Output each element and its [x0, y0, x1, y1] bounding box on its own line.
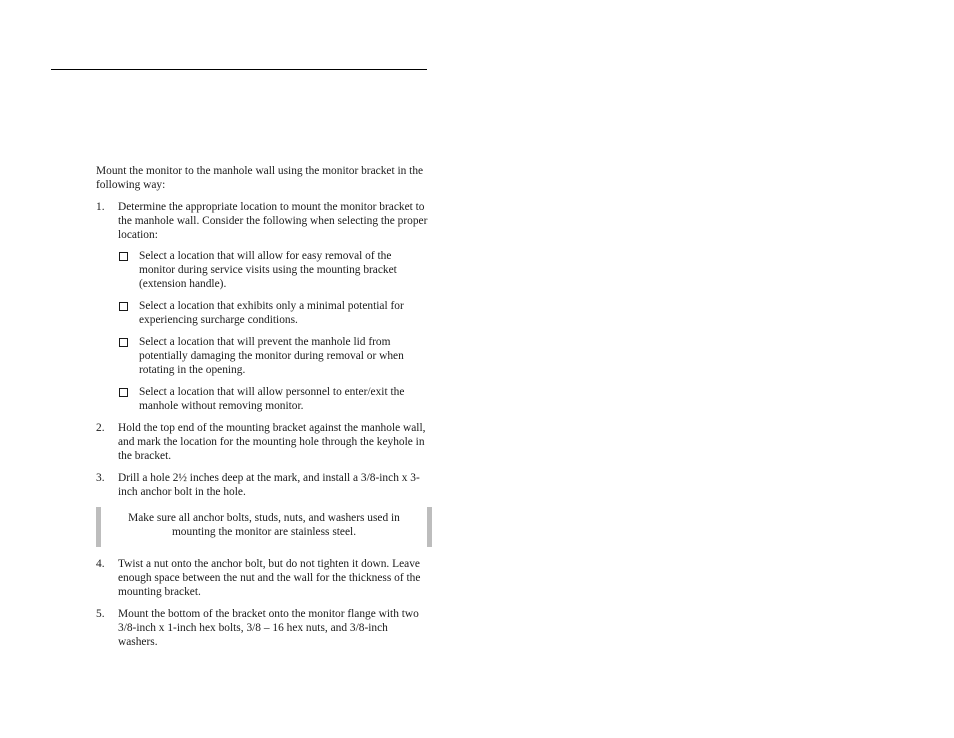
step-number: 1.	[96, 201, 105, 213]
checklist-item	[118, 335, 428, 377]
checklist-text: Select a location that will prevent the manhole lid from potentially damaging the monitor during removal or when rotating in the opening.	[139, 336, 404, 376]
step-number: 2.	[96, 422, 105, 434]
steps-list-continued	[96, 557, 428, 649]
step-text: Twist a nut onto the anchor bolt, but do not tighten it down. Leave enough space between the nut and the wall for the thickness of the mounting bracket.	[118, 558, 421, 598]
steps-list	[96, 200, 428, 499]
step-text: Mount the bottom of the bracket onto the monitor flange with two 3/8-inch x 1-inch hex bolts, 3/8 – 16 hex nuts, and 3/8-inch washers.	[118, 608, 419, 648]
checklist-text: Select a location that will allow for easy removal of the monitor during service visits using the mounting bracket (extension handle).	[139, 250, 397, 290]
step-text: Drill a hole 2½ inches deep at the mark, and install a 3/8-inch x 3-inch anchor bolt in the hole.	[118, 472, 420, 498]
checkbox-icon	[119, 388, 128, 397]
note-callout	[96, 507, 432, 547]
step-item	[96, 557, 428, 599]
intro-paragraph: Mount the monitor to the manhole wall using the monitor bracket in the following way:	[96, 165, 424, 191]
header-rule	[51, 69, 427, 70]
step-text: Determine the appropriate location to mount the monitor bracket to the manhole wall. Consider the following when selecting the proper location:	[118, 201, 428, 241]
step-item	[96, 421, 428, 463]
note-text: Make sure all anchor bolts, studs, nuts, and washers used in mounting the monitor are stainless steel.	[128, 512, 400, 538]
step-number: 4.	[96, 558, 105, 570]
step-item	[96, 200, 428, 413]
step-text: Hold the top end of the mounting bracket against the manhole wall, and mark the location for the mounting hole through the keyhole in the bracket.	[118, 422, 426, 462]
checklist-text: Select a location that will allow personnel to enter/exit the manhole without removing monitor.	[139, 386, 405, 412]
checklist-item	[118, 249, 428, 291]
step-item	[96, 471, 428, 499]
step-item	[96, 607, 428, 649]
checkbox-icon	[119, 338, 128, 347]
checklist	[118, 249, 428, 413]
checklist-item	[118, 385, 428, 413]
checkbox-icon	[119, 302, 128, 311]
checkbox-icon	[119, 252, 128, 261]
step-number: 3.	[96, 472, 105, 484]
step-number: 5.	[96, 608, 105, 620]
checklist-text: Select a location that exhibits only a minimal potential for experiencing surcharge conditions.	[139, 300, 404, 326]
document-body	[96, 164, 428, 657]
checklist-item	[118, 299, 428, 327]
